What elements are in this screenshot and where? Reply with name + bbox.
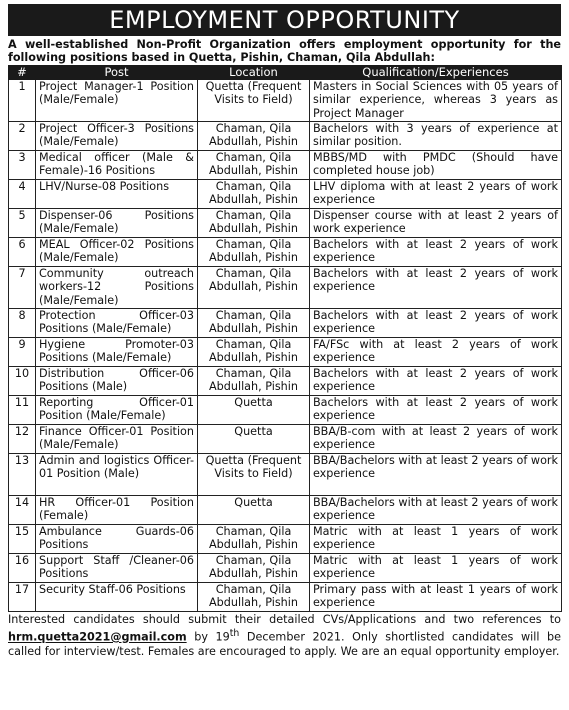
row-location: Quetta	[198, 396, 310, 425]
row-number: 1	[9, 80, 36, 122]
table-row	[9, 525, 562, 554]
table-row	[9, 454, 562, 496]
row-location: Chaman, Qila Abdullah, Pishin	[198, 238, 310, 267]
row-qualification: Bachelors with at least 2 years of work experience	[310, 309, 562, 338]
table-row	[9, 583, 562, 612]
row-number: 7	[9, 267, 36, 309]
table-row	[9, 180, 562, 209]
row-post: Project Officer-3 Positions (Male/Female)	[36, 122, 198, 151]
row-number: 16	[9, 554, 36, 583]
header-number: #	[9, 66, 36, 80]
header-post: Post	[36, 66, 198, 80]
ad-title: EMPLOYMENT OPPORTUNITY	[8, 4, 561, 36]
row-location: Chaman, Qila Abdullah, Pishin	[198, 583, 310, 612]
row-post: Finance Officer-01 Position (Male/Female)	[36, 425, 198, 454]
application-instructions	[8, 613, 561, 659]
instructions-text-1: Interested candidates should submit their detailed CVs/Applications and two references to	[8, 613, 561, 626]
row-number: 8	[9, 309, 36, 338]
table-row	[9, 496, 562, 525]
row-post: MEAL Officer-02 Positions (Male/Female)	[36, 238, 198, 267]
row-qualification: Dispenser course with at least 2 years of work experience	[310, 209, 562, 238]
row-post: Hygiene Promoter-03 Positions (Male/Female)	[36, 338, 198, 367]
table-row	[9, 396, 562, 425]
row-post: Protection Officer-03 Positions (Male/Female)	[36, 309, 198, 338]
row-post: Community outreach workers-12 Positions (Male/Female)	[36, 267, 198, 309]
table-row	[9, 122, 562, 151]
row-number: 9	[9, 338, 36, 367]
row-location: Quetta (Frequent Visits to Field)	[198, 80, 310, 122]
table-row	[9, 367, 562, 396]
row-location: Chaman, Qila Abdullah, Pishin	[198, 209, 310, 238]
row-number: 3	[9, 151, 36, 180]
row-qualification: BBA/Bachelors with at least 2 years of work experience	[310, 454, 562, 496]
row-post: Project Manager-1 Position (Male/Female)	[36, 80, 198, 122]
instructions-text-3: December 2021. Only shortlisted candidates will be called for interview/test. Females are encouraged to apply. We are an equal opportunity employer.	[8, 630, 561, 658]
table-row	[9, 425, 562, 454]
row-qualification: MBBS/MD with PMDC (Should have completed house job)	[310, 151, 562, 180]
row-qualification: Matric with at least 1 years of work experience	[310, 554, 562, 583]
row-location: Quetta (Frequent Visits to Field)	[198, 454, 310, 496]
table-header-row	[9, 66, 562, 80]
row-number: 12	[9, 425, 36, 454]
row-location: Chaman, Qila Abdullah, Pishin	[198, 309, 310, 338]
row-qualification: Masters in Social Sciences with 05 years of similar experience, whereas 3 years as Project Manager	[310, 80, 562, 122]
row-qualification: Bachelors with at least 2 years of work experience	[310, 238, 562, 267]
table-row	[9, 209, 562, 238]
table-row	[9, 309, 562, 338]
table-row	[9, 338, 562, 367]
application-email-link[interactable]: hrm.quetta2021@gmail.com	[8, 630, 187, 644]
row-location: Chaman, Qila Abdullah, Pishin	[198, 180, 310, 209]
row-number: 17	[9, 583, 36, 612]
intro-text: A well-established Non-Profit Organization offers employment opportunity for the following positions based in Quetta, Pishin, Chaman, Qila Abdullah:	[8, 38, 561, 64]
row-location: Chaman, Qila Abdullah, Pishin	[198, 367, 310, 396]
row-qualification: LHV diploma with at least 2 years of work experience	[310, 180, 562, 209]
row-qualification: Bachelors with 3 years of experience at similar position.	[310, 122, 562, 151]
row-post: LHV/Nurse-08 Positions	[36, 180, 198, 209]
row-qualification: Matric with at least 1 years of work experience	[310, 525, 562, 554]
table-row	[9, 80, 562, 122]
row-number: 4	[9, 180, 36, 209]
row-location: Chaman, Qila Abdullah, Pishin	[198, 122, 310, 151]
row-location: Quetta	[198, 496, 310, 525]
row-qualification: Bachelors with at least 2 years of work experience	[310, 396, 562, 425]
row-location: Quetta	[198, 425, 310, 454]
row-post: Support Staff /Cleaner-06 Positions	[36, 554, 198, 583]
row-number: 13	[9, 454, 36, 496]
row-location: Chaman, Qila Abdullah, Pishin	[198, 338, 310, 367]
row-post: Reporting Officer-01 Position (Male/Female)	[36, 396, 198, 425]
row-qualification: FA/FSc with at least 2 years of work experience	[310, 338, 562, 367]
positions-table	[8, 65, 562, 612]
header-location: Location	[198, 66, 310, 80]
job-advertisement	[8, 4, 561, 704]
row-post: Dispenser-06 Positions (Male/Female)	[36, 209, 198, 238]
table-row	[9, 554, 562, 583]
row-location: Chaman, Qila Abdullah, Pishin	[198, 554, 310, 583]
date-suffix: th	[229, 628, 240, 639]
row-number: 11	[9, 396, 36, 425]
row-number: 6	[9, 238, 36, 267]
row-post: Distribution Officer-06 Positions (Male)	[36, 367, 198, 396]
row-post: HR Officer-01 Position (Female)	[36, 496, 198, 525]
row-number: 10	[9, 367, 36, 396]
row-number: 5	[9, 209, 36, 238]
row-location: Chaman, Qila Abdullah, Pishin	[198, 151, 310, 180]
row-number: 14	[9, 496, 36, 525]
row-qualification: BBA/Bachelors with at least 2 years of work experience	[310, 496, 562, 525]
instructions-text-2: by 19	[186, 630, 230, 644]
table-row	[9, 267, 562, 309]
row-location: Chaman, Qila Abdullah, Pishin	[198, 525, 310, 554]
row-location: Chaman, Qila Abdullah, Pishin	[198, 267, 310, 309]
row-post: Admin and logistics Officer-01 Position (Male)	[36, 454, 198, 496]
table-row	[9, 151, 562, 180]
row-qualification: Bachelors with at least 2 years of work experience	[310, 367, 562, 396]
row-qualification: BBA/B-com with at least 2 years of work experience	[310, 425, 562, 454]
row-post: Ambulance Guards-06 Positions	[36, 525, 198, 554]
row-post: Medical officer (Male & Female)-16 Positions	[36, 151, 198, 180]
table-row	[9, 238, 562, 267]
row-number: 2	[9, 122, 36, 151]
row-post: Security Staff-06 Positions	[36, 583, 198, 612]
row-qualification: Primary pass with at least 1 years of work experience	[310, 583, 562, 612]
row-qualification: Bachelors with at least 2 years of work experience	[310, 267, 562, 309]
row-number: 15	[9, 525, 36, 554]
header-qualification: Qualification/Experiences	[310, 66, 562, 80]
